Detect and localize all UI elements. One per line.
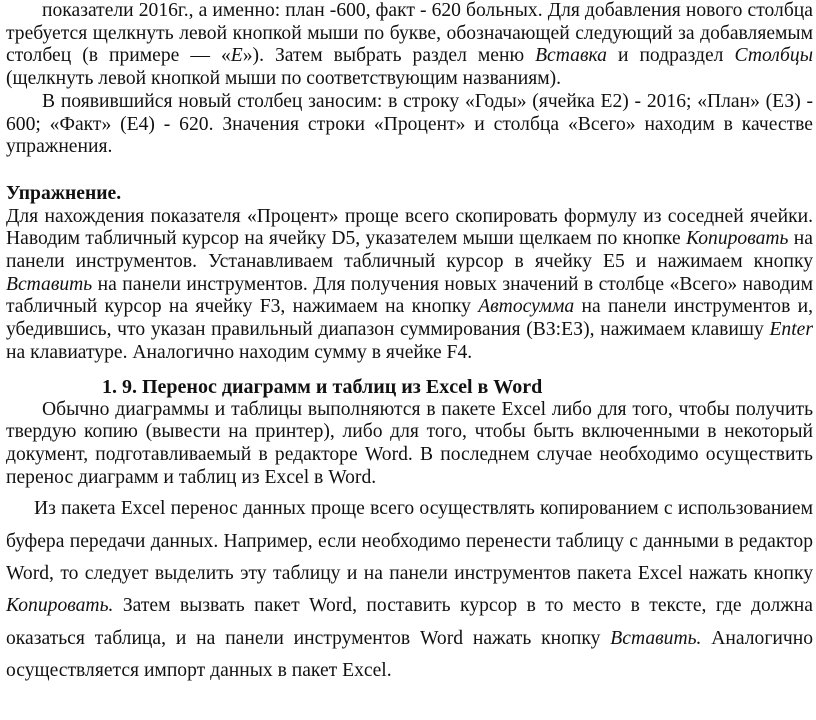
- italic-enter-key: Enter: [769, 319, 813, 341]
- section-paragraph-2: [6, 493, 813, 687]
- italic-copy-button: Копировать.: [6, 595, 114, 617]
- italic-autosum-button: Автосумма: [478, 296, 575, 318]
- exercise-heading: Упражнение.: [6, 182, 122, 204]
- document-page: [6, 0, 813, 687]
- paragraph-text: Затем вызвать пакет Word, поставить курсор в то место в тексте, где должна оказаться таблица, и на панели инструментов Word нажать кнопку: [6, 595, 813, 649]
- paragraph-text: Для нахождения показателя «Процент» проще всего скопировать формулу из соседней ячейки. Наводим табличный курсор на ячейку D5, указателем мыши щелкаем по кнопке: [6, 205, 813, 250]
- italic-menu-insert: Вставка: [535, 45, 607, 67]
- paragraph-text: В появившийся новый столбец заносим: в строку «Годы» (ячейка Е2) - 2016; «План» (ЕЗ) - 600; «Факт» (Е4) - 620. Значения строки «Процент» и столбца «Всего» находим в качестве упражнения.: [6, 90, 813, 158]
- paragraph-text: Из пакета Excel перенос данных проще всего осуществлять копированием с использованием буфера передачи данных. Например, если необходимо перенести таблицу с данными в редактор Word, то следует выделить эту таблицу и на панели инструментов пакета Excel нажать кнопку: [6, 498, 813, 584]
- italic-paste-button: Вставить.: [610, 627, 702, 649]
- paragraph-text: на клавиатуре. Аналогично находим сумму в ячейке F4.: [6, 341, 473, 363]
- paragraph-text: Аналогично осуществляется импорт данных в пакет Excel.: [6, 627, 813, 681]
- paragraph-text: на панели инструментов. Для получения новых значений в столбце «Всего» наводим табличный курсор на ячейку F3, нажимаем на кнопку: [6, 273, 813, 318]
- italic-column-letter: Е: [230, 45, 243, 67]
- paragraph-new-column: [6, 91, 813, 159]
- italic-copy-button: Копировать: [685, 228, 789, 250]
- italic-paste-button: Вставить: [6, 273, 93, 295]
- paragraph-indicators: [6, 0, 813, 91]
- paragraph-text: и подраздел: [606, 45, 735, 67]
- paragraph-text: показатели 2016г., а именно: план -600, факт - 620 больных. Для добавления нового столбца требуется щелкнуть левой кнопкой мыши по букве, обозначающей следующий за добавляемым столбец (в примере — «: [6, 0, 813, 67]
- section-title: 1. 9. Перенос диаграмм и таблиц из Excel в Word: [102, 375, 543, 398]
- paragraph-text: на панели инструментов. Устанавливаем табличный курсор в ячейку Е5 и нажимаем кнопку: [6, 228, 813, 273]
- italic-submenu-columns: Столбцы: [734, 45, 813, 67]
- exercise-paragraph: [6, 206, 813, 365]
- section-paragraph-1: Обычно диаграммы и таблицы выполняются в пакете Excel либо для того, чтобы получить твердую копию (вывести на принтер), либо для того, чтобы быть включенными в некоторый документ, подготавливаемый в редакторе Word. В последнем случае необходимо осуществить перенос диаграмм и таблиц из Excel в Word.: [6, 398, 813, 488]
- paragraph-text: »). Затем выбрать раздел меню: [242, 45, 536, 67]
- paragraph-text: (щелкнуть левой кнопкой мыши по соответствующим названиям).: [6, 68, 562, 90]
- paragraph-text: на панели инструментов и, убедившись, что указан правильный диапазон суммирования (ВЗ:ЕЗ), нажимаем клавишу: [6, 296, 813, 341]
